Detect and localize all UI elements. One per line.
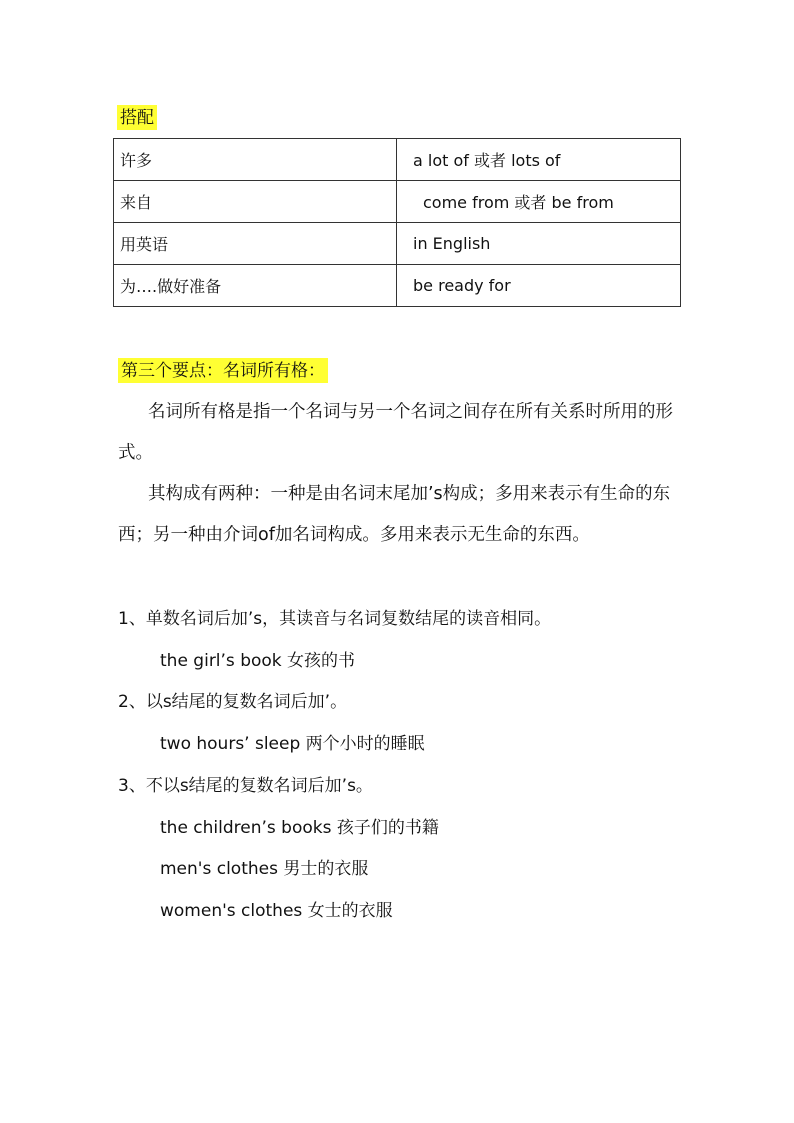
example-item: women's clothes 女士的衣服 bbox=[160, 901, 393, 921]
definition-text: 名词所有格是指一个名词与另一个名词之间存在所有关系时所用的形式。 bbox=[118, 402, 673, 463]
table-cell-english: in English bbox=[397, 223, 681, 265]
rule-item: 1、单数名词后加’s，其读音与名词复数结尾的读音相同。 bbox=[118, 609, 552, 629]
example-item: men's clothes 男士的衣服 bbox=[160, 859, 369, 879]
example-item: the girl’s book 女孩的书 bbox=[160, 651, 356, 671]
table-cell-english: a lot of 或者 lots of bbox=[397, 139, 681, 181]
composition-text: 其构成有两种：一种是由名词末尾加’s构成；多用来表示有生命的东西；另一种由介词of加名词构成。多用来表示无生命的东西。 bbox=[118, 484, 671, 545]
collocation-heading: 搭配 bbox=[117, 105, 157, 130]
definition-paragraph bbox=[118, 392, 683, 474]
rule-item: 2、以s结尾的复数名词后加’。 bbox=[118, 692, 348, 712]
table-row bbox=[114, 223, 681, 265]
table-cell-english: be ready for bbox=[397, 265, 681, 307]
example-item: two hours’ sleep 两个小时的睡眠 bbox=[160, 734, 425, 754]
table-row bbox=[114, 181, 681, 223]
table-cell-chinese: 用英语 bbox=[114, 223, 397, 265]
table-cell-chinese: 许多 bbox=[114, 139, 397, 181]
table-row bbox=[114, 139, 681, 181]
table-cell-english: come from 或者 be from bbox=[397, 181, 681, 223]
table-cell-chinese: 为….做好准备 bbox=[114, 265, 397, 307]
table-row bbox=[114, 265, 681, 307]
example-item: the children’s books 孩子们的书籍 bbox=[160, 818, 439, 838]
table-cell-chinese: 来自 bbox=[114, 181, 397, 223]
composition-paragraph bbox=[118, 474, 683, 556]
rule-item: 3、不以s结尾的复数名词后加’s。 bbox=[118, 776, 373, 796]
collocation-table bbox=[113, 138, 681, 307]
possessive-heading: 第三个要点：名词所有格： bbox=[118, 358, 328, 383]
